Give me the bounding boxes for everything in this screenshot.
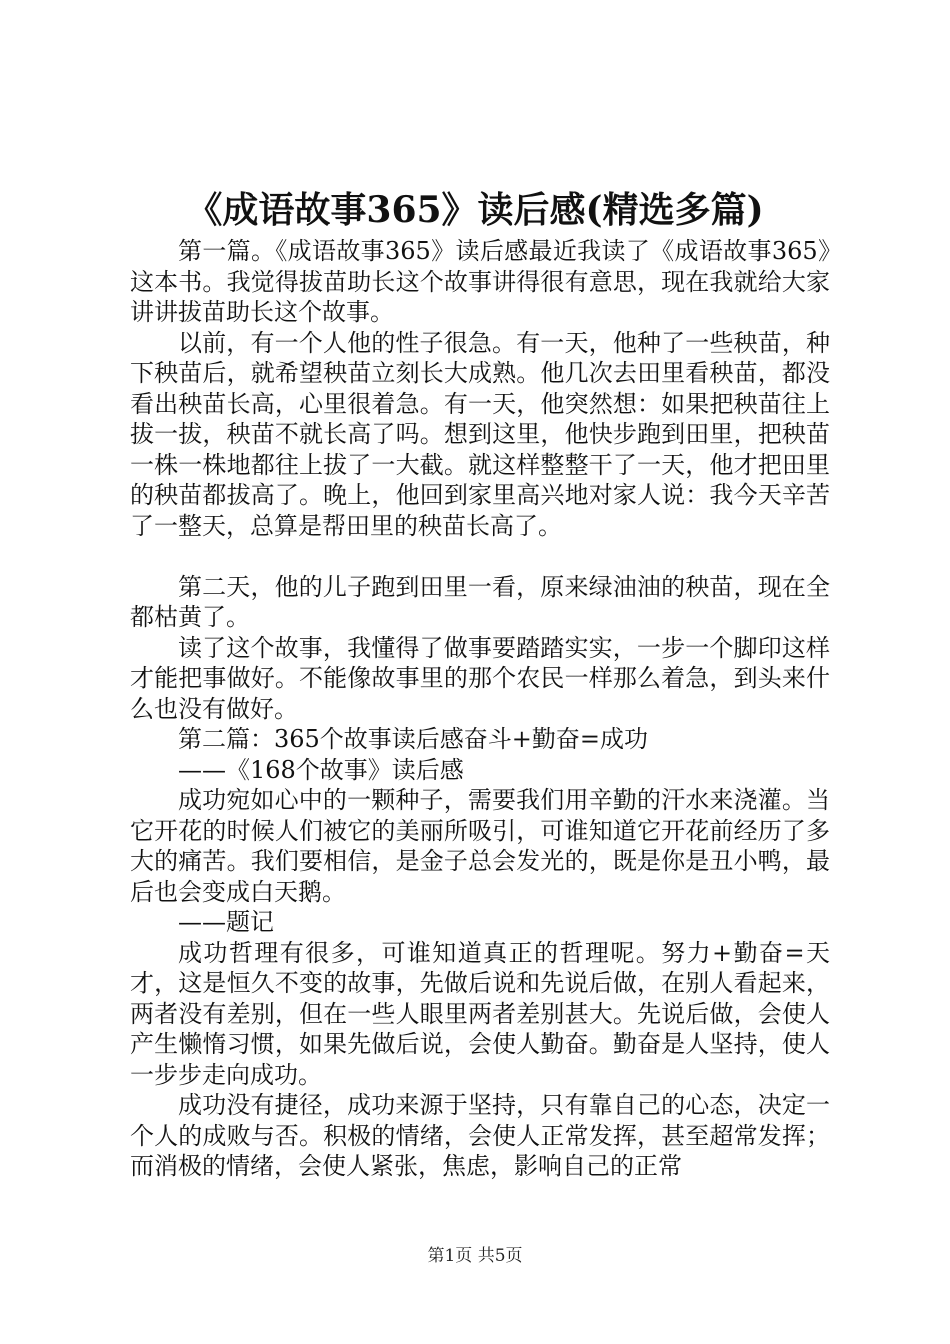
- paragraph-gap: [130, 541, 830, 572]
- page-footer: 第1页 共5页: [427, 1246, 523, 1266]
- paragraph-4: 读了这个故事，我懂得了做事要踏踏实实，一步一个脚印这样才能把事做好。不能像故事里的那个农民一样那么着急，到头来什么也没有做好。: [130, 633, 830, 723]
- paragraph-2: 以前，有一个人他的性子很急。有一天，他种了一些秧苗，种下秧苗后，就希望秧苗立刻长大成熟。他几次去田里看秧苗，都没看出秧苗长高，心里很着急。有一天，他突然想：如果把秧苗往上拔一拔，秧苗不就长高了吗。想到这里，他快步跑到田里，把秧苗一株一株地都往上拔了一大截。就这样整整干了一天，他才把田里的秧苗都拔高了。晚上，他回到家里高兴地对家人说：我今天辛苦了一整天，总算是帮田里的秧苗长高了。: [130, 328, 830, 540]
- section-heading-2: 第二篇：365个故事读后感奋斗+勤奋=成功: [178, 725, 649, 753]
- paragraph-6: 成功没有捷径，成功来源于坚持，只有靠自己的心态，决定一个人的成败与否。积极的情绪，会使人正常发挥，甚至超常发挥；而消极的情绪，会使人紧张，焦虑，影响自己的正常: [130, 1091, 830, 1180]
- section-subtitle: ——《168个故事》读后感: [178, 755, 464, 784]
- document-body: [130, 236, 830, 1182]
- paragraph-1: 第一篇。《成语故事365》读后感最近我读了《成语故事365》这本书。我觉得拔苗助长这个故事讲得很有意思，现在我就给大家讲讲拔苗助长这个故事。: [130, 237, 830, 326]
- paragraph-3: 第二天，他的儿子跑到田里一看，原来绿油油的秧苗，现在全都枯黄了。: [130, 572, 830, 631]
- paragraph-5: 成功哲理有很多，可谁知道真正的哲理呢。努力+勤奋=天才，这是恒久不变的故事，先做后说和先说后做，在别人看起来，两者没有差别，但在一些人眼里两者差别甚大。先说后做，会使人产生懒惰习惯，如果先做后说，会使人勤奋。勤奋是人坚持，使人一步步走向成功。: [130, 938, 830, 1089]
- paragraph-epigraph: 成功宛如心中的一颗种子，需要我们用辛勤的汗水来浇灌。当它开花的时候人们被它的美丽所吸引，可谁知道它开花前经历了多大的痛苦。我们要相信，是金子总会发光的，既是你是丑小鸭，最后也会变成白天鹅。: [130, 786, 830, 906]
- epigraph-attribution: ——题记: [178, 908, 274, 936]
- document-title: 《成语故事365》读后感(精选多篇): [186, 189, 764, 231]
